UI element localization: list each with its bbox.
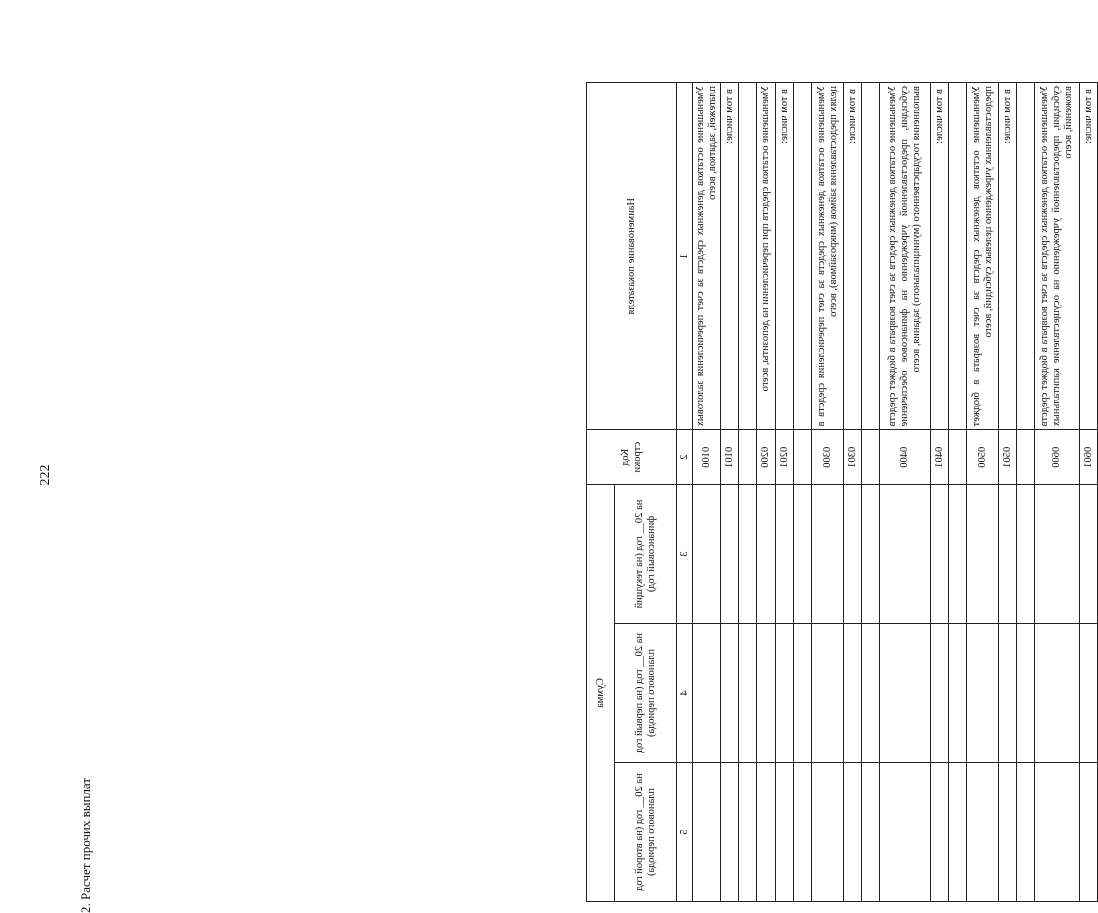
row-name <box>949 83 967 430</box>
row-sum-cell <box>812 762 844 901</box>
header-year-second-plan: на 20__ год (на второй год планового периода) <box>615 762 677 901</box>
row-code: 0500 <box>967 430 999 485</box>
row-name: в том числе: <box>776 83 794 430</box>
table-row <box>949 83 967 902</box>
row-code <box>739 430 757 485</box>
header-year-current: на 20__ год (на текущий финансовый год) <box>615 485 677 624</box>
row-sum-cell <box>776 624 794 763</box>
row-name <box>739 83 757 430</box>
row-sum-cell <box>844 762 862 901</box>
row-name: Уменьшение остатков средств при перечислении на депозиты, всего <box>757 83 776 430</box>
row-sum-cell <box>999 485 1017 624</box>
row-sum-cell <box>880 485 931 624</box>
row-code: 0401 <box>931 430 949 485</box>
row-name: в том числе: <box>844 83 862 430</box>
row-sum-cell <box>999 624 1017 763</box>
col-number-5: 5 <box>677 762 693 901</box>
row-code <box>862 430 880 485</box>
row-sum-cell <box>999 762 1017 901</box>
col-number-2: 2 <box>677 430 693 485</box>
row-sum-cell <box>967 762 999 901</box>
row-sum-cell <box>967 485 999 624</box>
row-sum-cell <box>757 485 776 624</box>
row-sum-cell <box>693 762 721 901</box>
row-sum-cell <box>1080 624 1098 763</box>
table-row <box>844 83 862 902</box>
row-name: в том числе: <box>1080 83 1098 430</box>
payments-table <box>586 82 1098 902</box>
table-row <box>1017 83 1035 902</box>
row-sum-cell <box>844 624 862 763</box>
table-row <box>931 83 949 902</box>
row-code: 0301 <box>844 430 862 485</box>
table-row <box>693 83 721 902</box>
row-name: в том числе: <box>931 83 949 430</box>
row-sum-cell <box>949 762 967 901</box>
row-sum-cell <box>931 762 949 901</box>
row-sum-cell <box>812 624 844 763</box>
row-code <box>794 430 812 485</box>
row-sum-cell <box>967 624 999 763</box>
row-sum-cell <box>862 624 880 763</box>
row-code: 0100 <box>693 430 721 485</box>
row-sum-cell <box>1080 762 1098 901</box>
row-sum-cell <box>880 762 931 901</box>
row-code: 0601 <box>1080 430 1098 485</box>
row-sum-cell <box>757 624 776 763</box>
row-name <box>1017 83 1035 430</box>
row-sum-cell <box>721 624 739 763</box>
table-row <box>1035 83 1080 902</box>
table-row <box>776 83 794 902</box>
row-name: Уменьшение остатков денежных средств за счет перечисления залоговых платежей, задатков, всего <box>693 83 721 430</box>
table-row <box>880 83 931 902</box>
table-row <box>794 83 812 902</box>
table-body <box>693 83 1098 902</box>
row-name: Уменьшение остатков денежных средств за счет возврата в бюджет предоставленных учреждению целевых субсидий, всего <box>967 83 999 430</box>
row-name <box>862 83 880 430</box>
row-name <box>794 83 812 430</box>
table-row <box>757 83 776 902</box>
row-sum-cell <box>721 762 739 901</box>
row-sum-cell <box>739 485 757 624</box>
row-name: Уменьшение остатков денежных средств за счет возврата в бюджет средств субсидии, предоставленной учреждению на финансовое обеспечение выполнения государственного (муниципального) задания, всего <box>880 83 931 430</box>
row-sum-cell <box>794 624 812 763</box>
row-code <box>949 430 967 485</box>
row-sum-cell <box>1035 624 1080 763</box>
row-name: в том числе: <box>999 83 1017 430</box>
row-sum-cell <box>1035 485 1080 624</box>
row-sum-cell <box>862 762 880 901</box>
row-sum-cell <box>1017 624 1035 763</box>
row-sum-cell <box>757 762 776 901</box>
row-name: Уменьшение остатков денежных средств за счет возврата в бюджет средств субсидии, предоставленной учреждению на осуществление капитальных вложений, всего <box>1035 83 1080 430</box>
row-sum-cell <box>794 485 812 624</box>
row-code: 0300 <box>812 430 844 485</box>
row-name: в том числе: <box>721 83 739 430</box>
payments-table-wrapper <box>586 82 1094 902</box>
table-row <box>1080 83 1098 902</box>
table-row <box>739 83 757 902</box>
row-sum-cell <box>1080 485 1098 624</box>
row-code: 0501 <box>999 430 1017 485</box>
row-code: 0400 <box>880 430 931 485</box>
header-sum: Сумма <box>587 485 615 902</box>
col-number-4: 4 <box>677 624 693 763</box>
row-sum-cell <box>693 485 721 624</box>
table-row <box>967 83 999 902</box>
row-sum-cell <box>931 624 949 763</box>
row-sum-cell <box>1017 485 1035 624</box>
row-sum-cell <box>794 762 812 901</box>
row-sum-cell <box>949 485 967 624</box>
row-code: 0600 <box>1035 430 1080 485</box>
row-code: 0200 <box>757 430 776 485</box>
table-row <box>999 83 1017 902</box>
row-sum-cell <box>931 485 949 624</box>
row-sum-cell <box>949 624 967 763</box>
table-row <box>812 83 844 902</box>
row-sum-cell <box>776 485 794 624</box>
row-sum-cell <box>862 485 880 624</box>
page-number: 222 <box>38 464 53 486</box>
col-number-3: 3 <box>677 485 693 624</box>
col-number-1: 1 <box>677 83 693 430</box>
row-sum-cell <box>1035 762 1080 901</box>
row-sum-cell <box>812 485 844 624</box>
table-row <box>862 83 880 902</box>
row-code: 0201 <box>776 430 794 485</box>
section-title: 2. Расчет прочих выплат <box>78 777 93 913</box>
row-sum-cell <box>721 485 739 624</box>
row-sum-cell <box>776 762 794 901</box>
header-code: Код строки <box>587 430 677 485</box>
table-row <box>721 83 739 902</box>
row-sum-cell <box>1017 762 1035 901</box>
row-sum-cell <box>739 624 757 763</box>
header-name: Наименование показателя <box>587 83 677 430</box>
header-year-first-plan: на 20__ год (на первый год планового периода) <box>615 624 677 763</box>
row-name: Уменьшение остатков денежных средств за счет перечисления средств в целях предоставления займов (микрозаймов), всего <box>812 83 844 430</box>
row-sum-cell <box>693 624 721 763</box>
row-sum-cell <box>739 762 757 901</box>
row-code <box>1017 430 1035 485</box>
row-sum-cell <box>844 485 862 624</box>
row-code: 0101 <box>721 430 739 485</box>
row-sum-cell <box>880 624 931 763</box>
